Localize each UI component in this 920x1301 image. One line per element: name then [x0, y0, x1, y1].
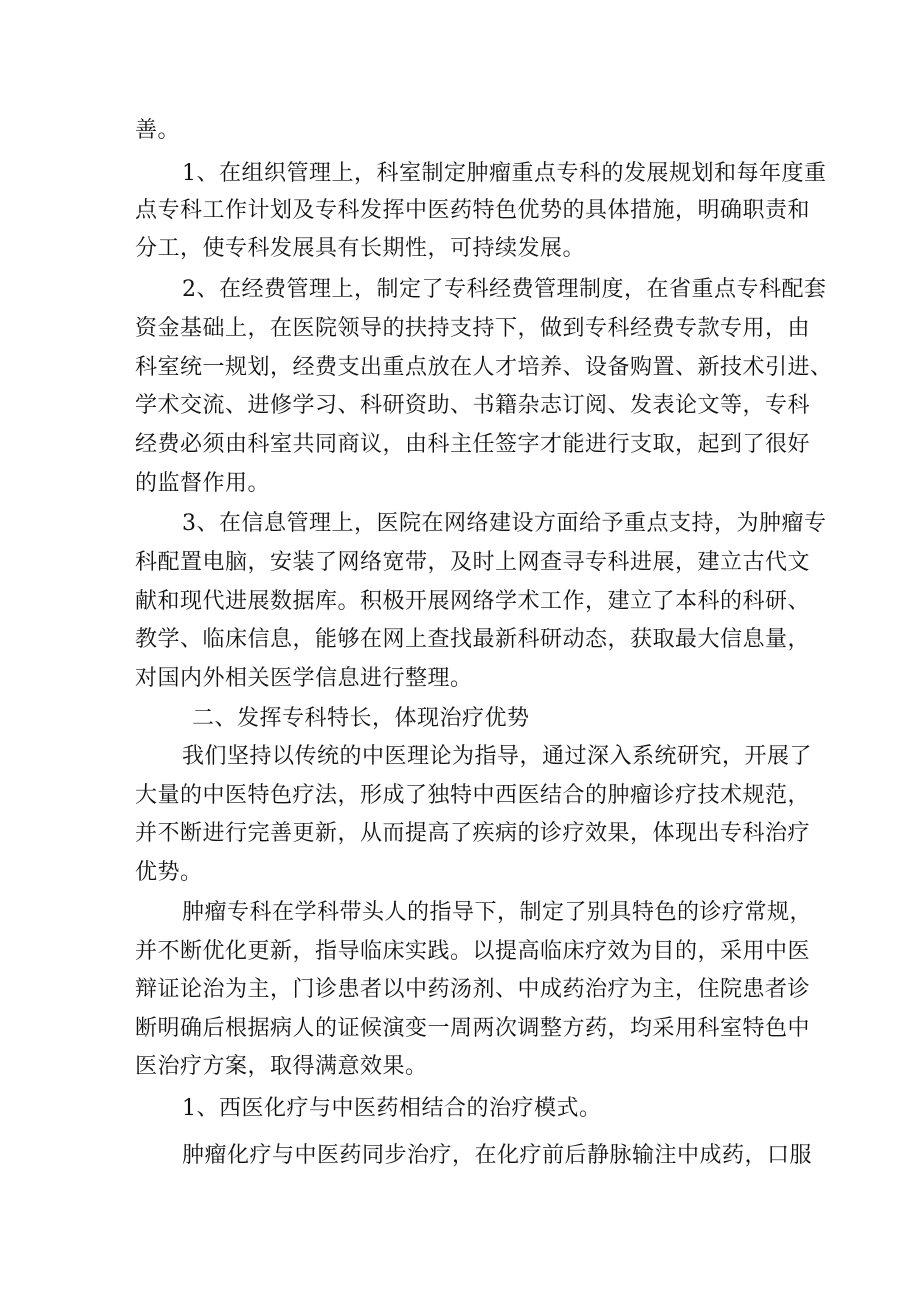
- text-line: 对国内外相关医学信息进行整理。: [135, 666, 473, 691]
- section-heading: 二、发挥专科特长，体现治疗优势: [192, 706, 530, 731]
- text-line: 经费必须由科室共同商议，由科主任签字才能进行支取，起到了很好: [135, 432, 811, 457]
- text-line: 并不断优化更新，指导临床实践。以提高临床疗效为目的，采用中医: [135, 939, 811, 964]
- text-line: 分工，使专科发展具有长期性，可持续发展。: [135, 236, 586, 261]
- text-line: 并不断进行完善更新，从而提高了疾病的诊疗效果，体现出专科治疗: [135, 821, 811, 846]
- text-line: 大量的中医特色疗法，形成了独特中西医结合的肿瘤诊疗技术规范，: [135, 783, 811, 808]
- text-line: 1、西医化疗与中医药相结合的治疗模式。: [182, 1096, 602, 1121]
- text-line: 断明确后根据病人的证候演变一周两次调整方药，均采用科室特色中: [135, 1016, 811, 1041]
- text-line: 3、在信息管理上，医院在网络建设方面给予重点支持，为肿瘤专: [182, 511, 827, 536]
- text-line: 2、在经费管理上，制定了专科经费管理制度，在省重点专科配套: [182, 277, 827, 302]
- text-line: 善。: [135, 118, 181, 143]
- text-line: 辩证论治为主，门诊患者以中药汤剂、中成药治疗为主，住院患者诊: [135, 977, 811, 1002]
- text-line: 肿瘤专科在学科带头人的指导下，制定了别具特色的诊疗常规，: [182, 900, 813, 925]
- text-line: 1、在组织管理上，科室制定肿瘤重点专科的发展规划和每年度重: [182, 161, 827, 186]
- text-line: 的监督作用。: [135, 471, 271, 496]
- text-line: 优势。: [135, 860, 203, 885]
- text-line: 科室统一规划，经费支出重点放在人才培养、设备购置、新技术引进、: [135, 355, 833, 380]
- text-line: 献和现代进展数据库。积极开展网络学术工作，建立了本科的科研、: [135, 589, 811, 614]
- text-line: 医治疗方案，取得满意效果。: [135, 1054, 428, 1079]
- text-line: 学术交流、进修学习、科研资助、书籍杂志订阅、发表论文等，专科: [135, 393, 811, 418]
- text-line: 资金基础上，在医院领导的扶持支持下，做到专科经费专款专用，由: [135, 316, 811, 341]
- text-line: 我们坚持以传统的中医理论为指导，通过深入系统研究，开展了: [182, 744, 813, 769]
- text-line: 教学、临床信息，能够在网上查找最新科研动态，获取最大信息量，: [135, 627, 811, 652]
- text-line: 科配置电脑，安装了网络宽带，及时上网查寻专科进展，建立古代文: [135, 550, 811, 575]
- text-line: 肿瘤化疗与中医药同步治疗，在化疗前后静脉输注中成药，口服: [182, 1143, 813, 1168]
- text-line: 点专科工作计划及专科发挥中医药特色优势的具体措施，明确职责和: [135, 198, 811, 223]
